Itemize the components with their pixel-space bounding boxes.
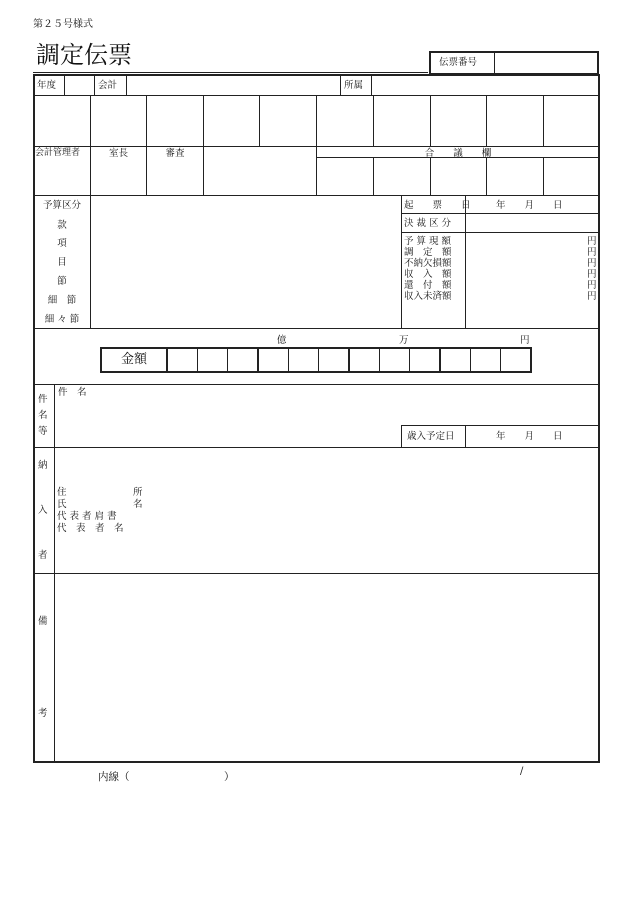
revenue-date-value: 年 月 日 (496, 431, 563, 442)
yen-2: 円 (587, 247, 597, 258)
extension-label: 内線（ ） (98, 771, 235, 783)
fiscal-year-field[interactable] (65, 76, 93, 94)
budget-saisaisetsu-label: 細 々 節 (44, 314, 80, 325)
yen-6: 円 (587, 291, 597, 302)
voucher-number-label: 伝票番号 (439, 57, 478, 68)
representative-name-label: 代 表 者 名 (57, 523, 124, 534)
remarks-side-1: 備 (38, 616, 48, 627)
review-label: 審査 (165, 148, 185, 159)
payer-address-label: 住 所 (57, 487, 143, 498)
decision-category-label: 決 裁 区 分 (404, 218, 452, 229)
revenue-date-label: 歳入予定日 (407, 431, 455, 442)
unit-man: 万 (399, 335, 409, 346)
payer-info-field[interactable] (150, 484, 598, 536)
decision-category-field[interactable] (466, 214, 598, 231)
budget-category-field[interactable] (91, 197, 400, 327)
assessed-amount-label: 調 定 額 (404, 247, 452, 258)
payer-side-2: 入 (38, 505, 48, 516)
yen-4: 円 (587, 269, 597, 280)
subject-side-2: 名 (38, 410, 48, 421)
unpaid-amount-label: 収入未済額 (404, 291, 452, 302)
footer-slash: / (520, 766, 524, 777)
form-number: 第２５号様式 (33, 19, 93, 30)
refund-amount-label: 還 付 額 (404, 280, 452, 291)
budget-category-label: 予算区分 (42, 200, 81, 211)
budget-kou-label: 項 (57, 238, 67, 249)
draft-date-label: 起 票 日 (404, 200, 471, 211)
budget-kan-label: 款 (57, 220, 67, 231)
subject-name-label: 件 名 (58, 387, 87, 398)
draft-date-value: 年 月 日 (496, 200, 563, 211)
receipt-amount-label: 収 入 額 (404, 269, 452, 280)
remarks-side-2: 考 (38, 708, 48, 719)
budget-current-label: 予 算 現 額 (404, 236, 452, 247)
payer-name-label: 氏 名 (57, 499, 143, 510)
remarks-field[interactable] (56, 575, 598, 761)
department-label: 所属 (344, 80, 364, 91)
payer-side-1: 納 (38, 460, 48, 471)
consultation-label: 合 議 欄 (424, 148, 492, 159)
yen-3: 円 (587, 258, 597, 269)
department-field[interactable] (372, 76, 598, 94)
account-field[interactable] (127, 76, 339, 94)
budget-saisetsu-label: 細 節 (47, 295, 77, 306)
chief-label: 室長 (108, 148, 128, 159)
title-underline (33, 72, 428, 73)
account-label: 会計 (98, 80, 118, 91)
unit-oku: 億 (277, 335, 287, 346)
uncollectible-label: 不納欠損額 (404, 258, 452, 269)
subject-name-field[interactable] (56, 399, 598, 423)
yen-1: 円 (587, 236, 597, 247)
subject-side-3: 等 (38, 426, 48, 437)
payer-side-3: 者 (38, 550, 48, 561)
amount-label: 金額 (120, 352, 147, 367)
accounting-manager-label: 会計管理者 (35, 148, 81, 158)
voucher-number-field[interactable] (497, 53, 597, 73)
representative-title-label: 代 表 者 肩 書 (57, 511, 117, 522)
unit-en: 円 (520, 335, 530, 346)
budget-setsu-label: 節 (57, 276, 67, 287)
budget-moku-label: 目 (57, 257, 67, 268)
yen-5: 円 (587, 280, 597, 291)
fiscal-year-label: 年度 (37, 80, 57, 91)
subject-side-1: 件 (38, 394, 48, 405)
page-title: 調定伝票 (36, 41, 132, 69)
